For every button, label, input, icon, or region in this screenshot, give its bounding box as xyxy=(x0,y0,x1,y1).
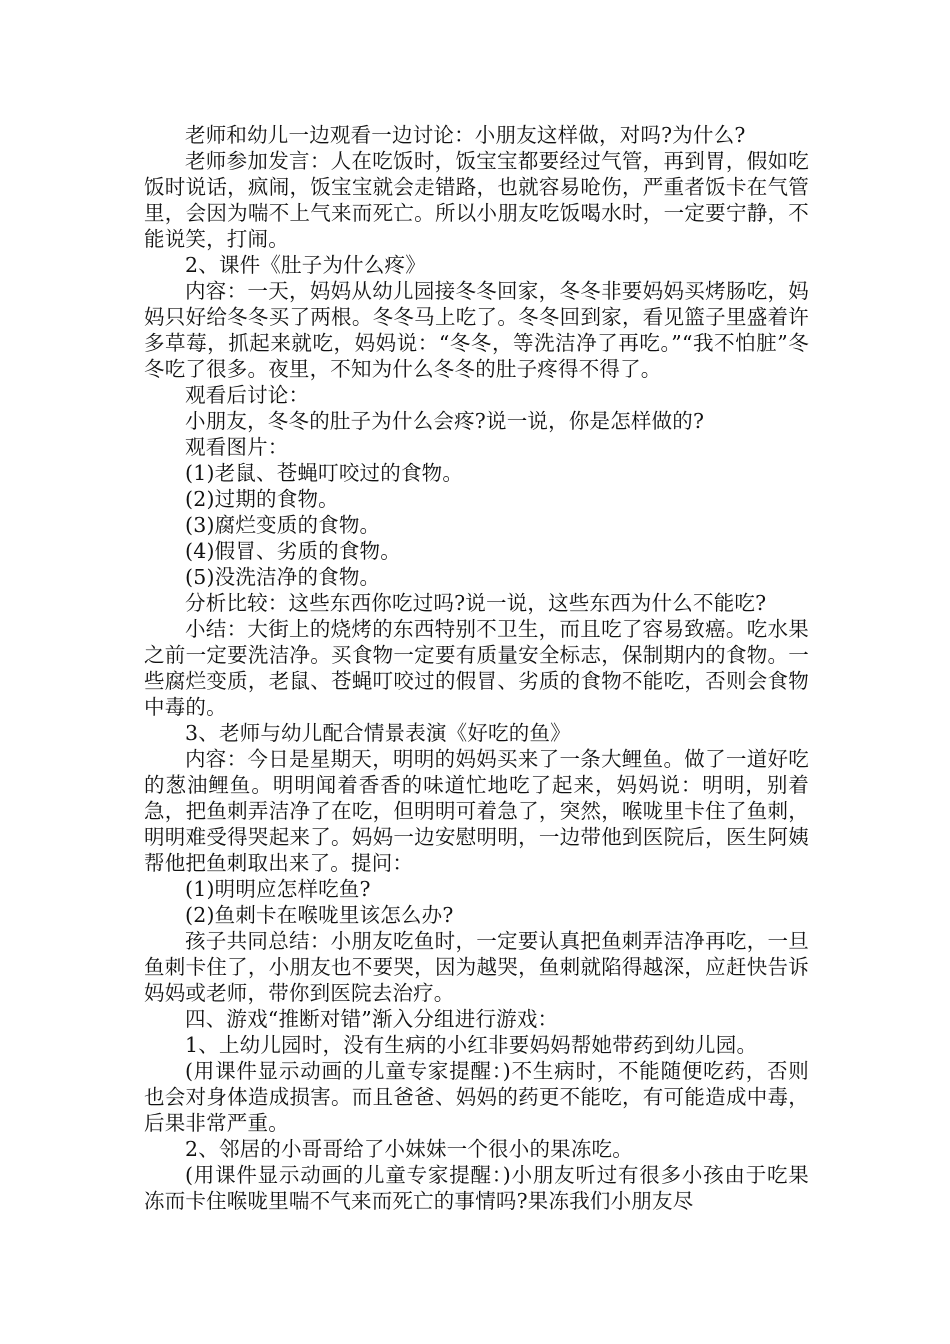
paragraph: (用课件显示动画的儿童专家提醒：)小朋友听过有很多小孩由于吃果冻而卡住喉咙里喘不气来而死亡的事情吗?果冻我们小朋友尽 xyxy=(144,1163,809,1213)
paragraph: 内容：一天，妈妈从幼儿园接冬冬回家，冬冬非要妈妈买烤肠吃，妈妈只好给冬冬买了两根。冬冬马上吃了。冬冬回到家，看见篮子里盛着许多草莓，抓起来就吃，妈妈说：“冬冬，等洗洁净了再吃。”“我不怕脏”冬冬吃了很多。夜里，不知为什么冬冬的肚子疼得不得了。 xyxy=(144,279,809,381)
section-heading: 四、游戏“推断对错”渐入分组进行游戏： xyxy=(185,1007,559,1031)
paragraph: 小朋友，冬冬的肚子为什么会疼?说一说，你是怎样做的? xyxy=(185,409,705,433)
paragraph: 分析比较：这些东西你吃过吗?说一说，这些东西为什么不能吃? xyxy=(185,591,767,615)
paragraph: 观看图片： xyxy=(185,435,289,459)
list-item: (2)鱼刺卡在喉咙里该怎么办? xyxy=(185,903,454,927)
document-page xyxy=(144,122,809,1214)
list-item: (1)明明应怎样吃鱼? xyxy=(185,877,371,901)
section-heading: 2、课件《肚子为什么疼》 xyxy=(185,253,426,277)
list-item: (3)腐烂变质的食物。 xyxy=(185,513,381,537)
paragraph: 1、上幼儿园时，没有生病的小红非要妈妈帮她带药到幼儿园。 xyxy=(185,1033,758,1057)
paragraph: 小结：大街上的烧烤的东西特别不卫生，而且吃了容易致癌。吃水果之前一定要洗洁净。买食物一定要有质量安全标志，保制期内的食物。一些腐烂变质，老鼠、苍蝇叮咬过的假冒、劣质的食物不能吃，否则会食物中毒的。 xyxy=(144,617,809,719)
paragraph: 2、邻居的小哥哥给了小妹妹一个很小的果冻吃。 xyxy=(185,1137,633,1161)
paragraph: 孩子共同总结：小朋友吃鱼时，一定要认真把鱼刺弄洁净再吃，一旦鱼刺卡住了，小朋友也不要哭，因为越哭，鱼刺就陷得越深，应赶快告诉妈妈或老师，带你到医院去治疗。 xyxy=(144,929,809,1005)
paragraph: 老师参加发言：人在吃饭时，饭宝宝都要经过气管，再到胃，假如吃饭时说话，疯闹，饭宝宝就会走错路，也就容易呛伤，严重者饭卡在气管里，会因为喘不上气来而死亡。所以小朋友吃饭喝水时，一定要宁静，不能说笑，打闹。 xyxy=(144,149,809,251)
section-heading: 3、老师与幼儿配合情景表演《好吃的鱼》 xyxy=(185,721,571,745)
paragraph: 内容：今日是星期天，明明的妈妈买来了一条大鲤鱼。做了一道好吃的葱油鲤鱼。明明闻着香香的味道忙地吃了起来，妈妈说：明明，别着急，把鱼刺弄洁净了在吃，但明明可着急了，突然，喉咙里卡住了鱼刺，明明难受得哭起来了。妈妈一边安慰明明，一边带他到医院后，医生阿姨帮他把鱼刺取出来了。提问： xyxy=(144,747,809,875)
list-item: (5)没洗洁净的食物。 xyxy=(185,565,381,589)
list-item: (2)过期的食物。 xyxy=(185,487,339,511)
list-item: (4)假冒、劣质的食物。 xyxy=(185,539,401,563)
paragraph: 老师和幼儿一边观看一边讨论：小朋友这样做，对吗?为什么? xyxy=(185,123,746,147)
list-item: (1)老鼠、苍蝇叮咬过的食物。 xyxy=(185,461,464,485)
paragraph: 观看后讨论： xyxy=(185,383,310,407)
paragraph: (用课件显示动画的儿童专家提醒：)不生病时，不能随便吃药，否则也会对身体造成损害。而且爸爸、妈妈的药更不能吃，有可能造成中毒，后果非常严重。 xyxy=(144,1059,809,1135)
